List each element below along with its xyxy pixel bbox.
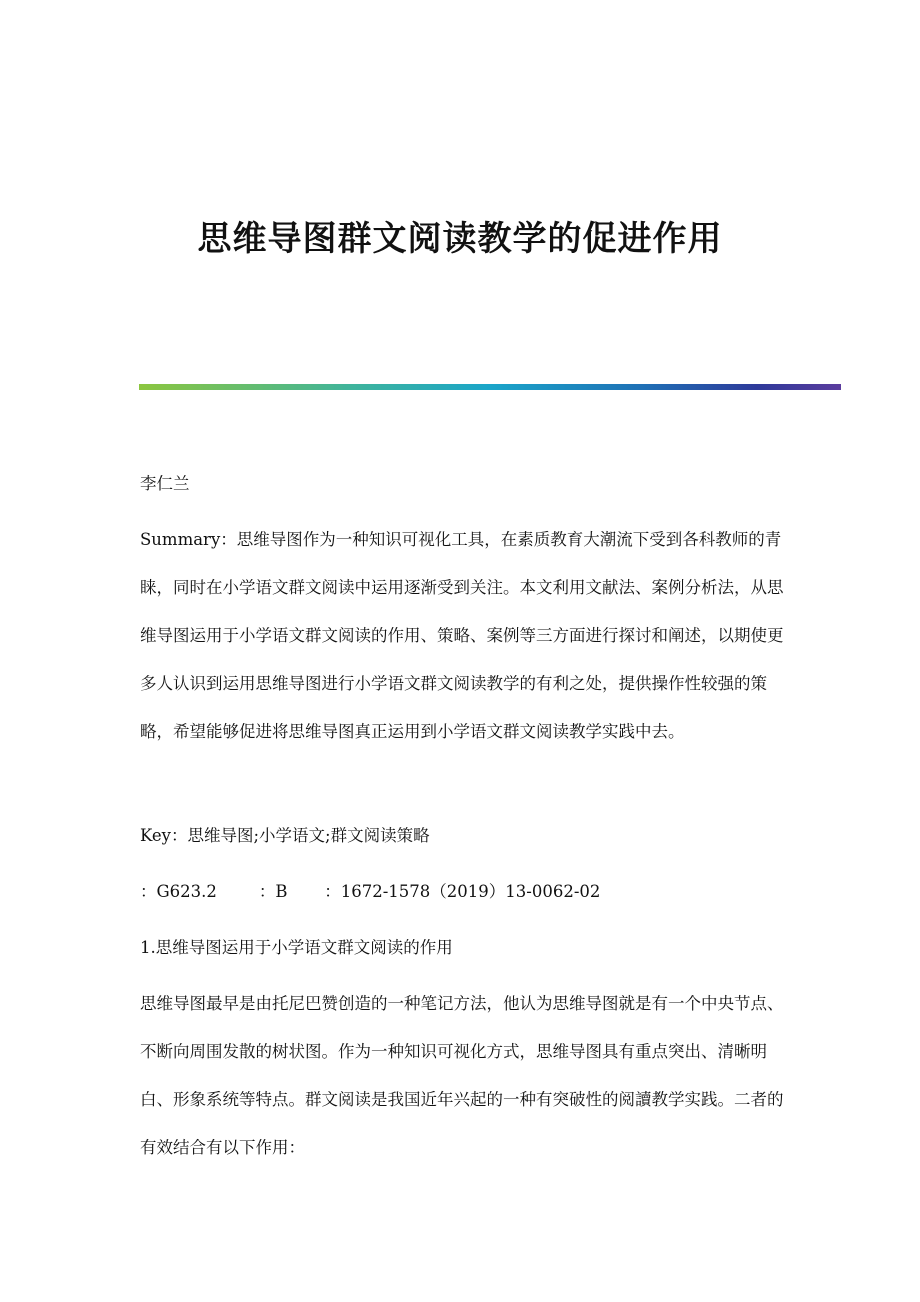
author-name: 李仁兰	[140, 474, 190, 493]
keywords-line: Key：思维导图;小学语文;群文阅读策略	[140, 826, 430, 845]
section-paragraph: 思维导图最早是由托尼巴赞创造的一种笔记方法，他认为思维导图就是有一个中央节点、不断向周围发散的树状图。作为一种知识可视化方式，思维导图具有重点突出、清晰明白、形象系统等特点。群文阅读是我国近年兴起的一种有突破性的阅讀教学实践。二者的有效结合有以下作用：	[140, 994, 784, 1157]
document-title: 思维导图群文阅读教学的促进作用	[197, 219, 723, 259]
summary-paragraph: Summary：思维导图作为一种知识可视化工具，在素质教育大潮流下受到各科教师的青睐，同时在小学语文群文阅读中运用逐渐受到关注。本文利用文献法、案例分析法，从思维导图运用于小学语文群文阅读的作用、策略、案例等三方面进行探讨和阐述，以期使更多人认识到运用思维导图进行小学语文群文阅读教学的有利之处，提供操作性较强的策略，希望能够促进将思维导图真正运用到小学语文群文阅读教学实践中去。	[140, 530, 784, 741]
classification-line: ：G623.2 ：B ：1672-1578（2019）13-0062-02	[140, 882, 601, 901]
section-heading: 1.思维导图运用于小学语文群文阅读的作用	[140, 938, 453, 957]
title-divider	[139, 384, 841, 390]
